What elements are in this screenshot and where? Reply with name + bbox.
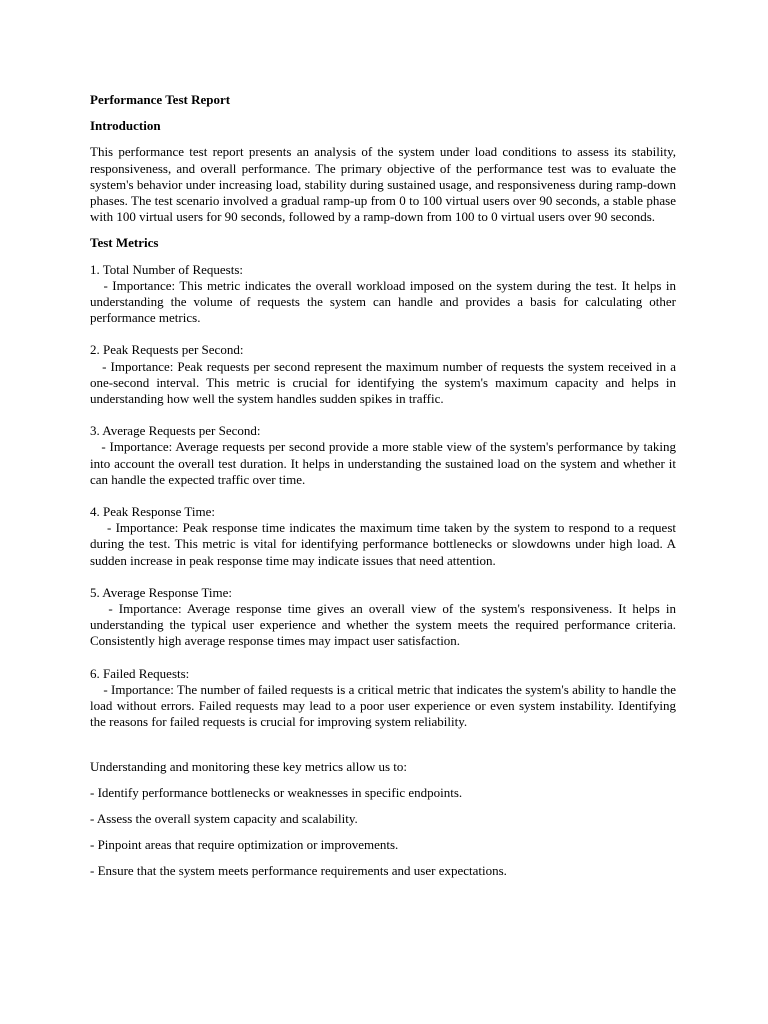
metric-description-text: - Importance: Average response time gives an overall view of the system's responsiveness. It helps in understanding the typical user experience and whether the system meets the required performance criteria. Consistently high average response times may impact user satisfaction. [90, 601, 677, 649]
introduction-heading: Introduction [90, 118, 161, 134]
metric-description [90, 359, 676, 408]
metric-indent [90, 520, 107, 535]
metric-indent [90, 359, 102, 374]
metric-indent [90, 682, 103, 697]
metric-indent [90, 278, 103, 293]
metric-title: 4. Peak Response Time: [90, 504, 215, 520]
metric-description-text: - Importance: Peak requests per second represent the maximum number of requests the system received in a one-second interval. This metric is crucial for identifying the system's maximum capacity and helps in understanding how well the system handles sudden spikes in traffic. [90, 358, 677, 407]
metric-description-text: - Importance: Average requests per second provide a more stable view of the system's performance by taking into account the overall test duration. It helps in understanding the sustained load on the system and whether it can handle the expected traffic over time. [90, 439, 676, 487]
metric-title: 1. Total Number of Requests: [90, 261, 244, 277]
metric-item [90, 504, 676, 569]
test-metrics-heading: Test Metrics [90, 235, 159, 251]
metric-title: 6. Failed Requests: [90, 665, 190, 681]
document-page [90, 92, 676, 890]
metric-title: 5. Average Response Time: [90, 584, 233, 600]
metric-indent [90, 601, 108, 616]
metric-item [90, 666, 676, 731]
metric-description [90, 439, 676, 488]
metric-title: 3. Average Requests per Second: [90, 423, 261, 439]
summary-point: - Ensure that the system meets performance requirements and user expectations. [90, 863, 507, 879]
metric-description [90, 601, 676, 650]
document-title: Performance Test Report [90, 92, 231, 107]
metric-title: 2. Peak Requests per Second: [90, 342, 244, 358]
metric-description-text: - Importance: This metric indicates the overall workload imposed on the system during the test. It helps in understanding the volume of requests the system can handle and provides a basis for calculating other performance metrics. [90, 277, 676, 326]
metric-description-text: - Importance: Peak response time indicates the maximum time taken by the system to respond to a request during the test. This metric is vital for identifying performance bottlenecks or slowdowns under high load. A sudden increase in peak response time may indicate issues that need attention. [90, 520, 676, 568]
metric-description-text: - Importance: The number of failed requests is a critical metric that indicates the system's ability to handle the load without errors. Failed requests may lead to a poor user experience or even system instability. Identifying the reasons for failed requests is crucial for improving system reliability. [90, 681, 676, 730]
metric-item [90, 262, 676, 327]
metric-item [90, 585, 676, 650]
metric-item [90, 342, 676, 407]
metric-description [90, 278, 676, 327]
metric-indent [90, 439, 101, 454]
metric-item [90, 423, 676, 488]
metric-description [90, 682, 676, 731]
introduction-paragraph: This performance test report presents an analysis of the system under load conditions to assess its stability, responsiveness, and overall performance. The primary objective of the performance test was to evaluate the system's behavior under increasing load, stability during sustained usage, and responsiveness during ramp-down phases. The test scenario involved a gradual ramp-up from 0 to 100 virtual users over 90 seconds, a stable phase with 100 virtual users for 90 seconds, followed by a ramp-down from 100 to 0 virtual users over 90 seconds. [90, 144, 676, 225]
summary-point: - Assess the overall system capacity and scalability. [90, 810, 358, 826]
summary-point: - Identify performance bottlenecks or weaknesses in specific endpoints. [90, 784, 463, 800]
metric-description [90, 520, 676, 569]
summary-point: - Pinpoint areas that require optimization or improvements. [90, 837, 399, 853]
summary-intro: Understanding and monitoring these key metrics allow us to: [90, 758, 407, 774]
